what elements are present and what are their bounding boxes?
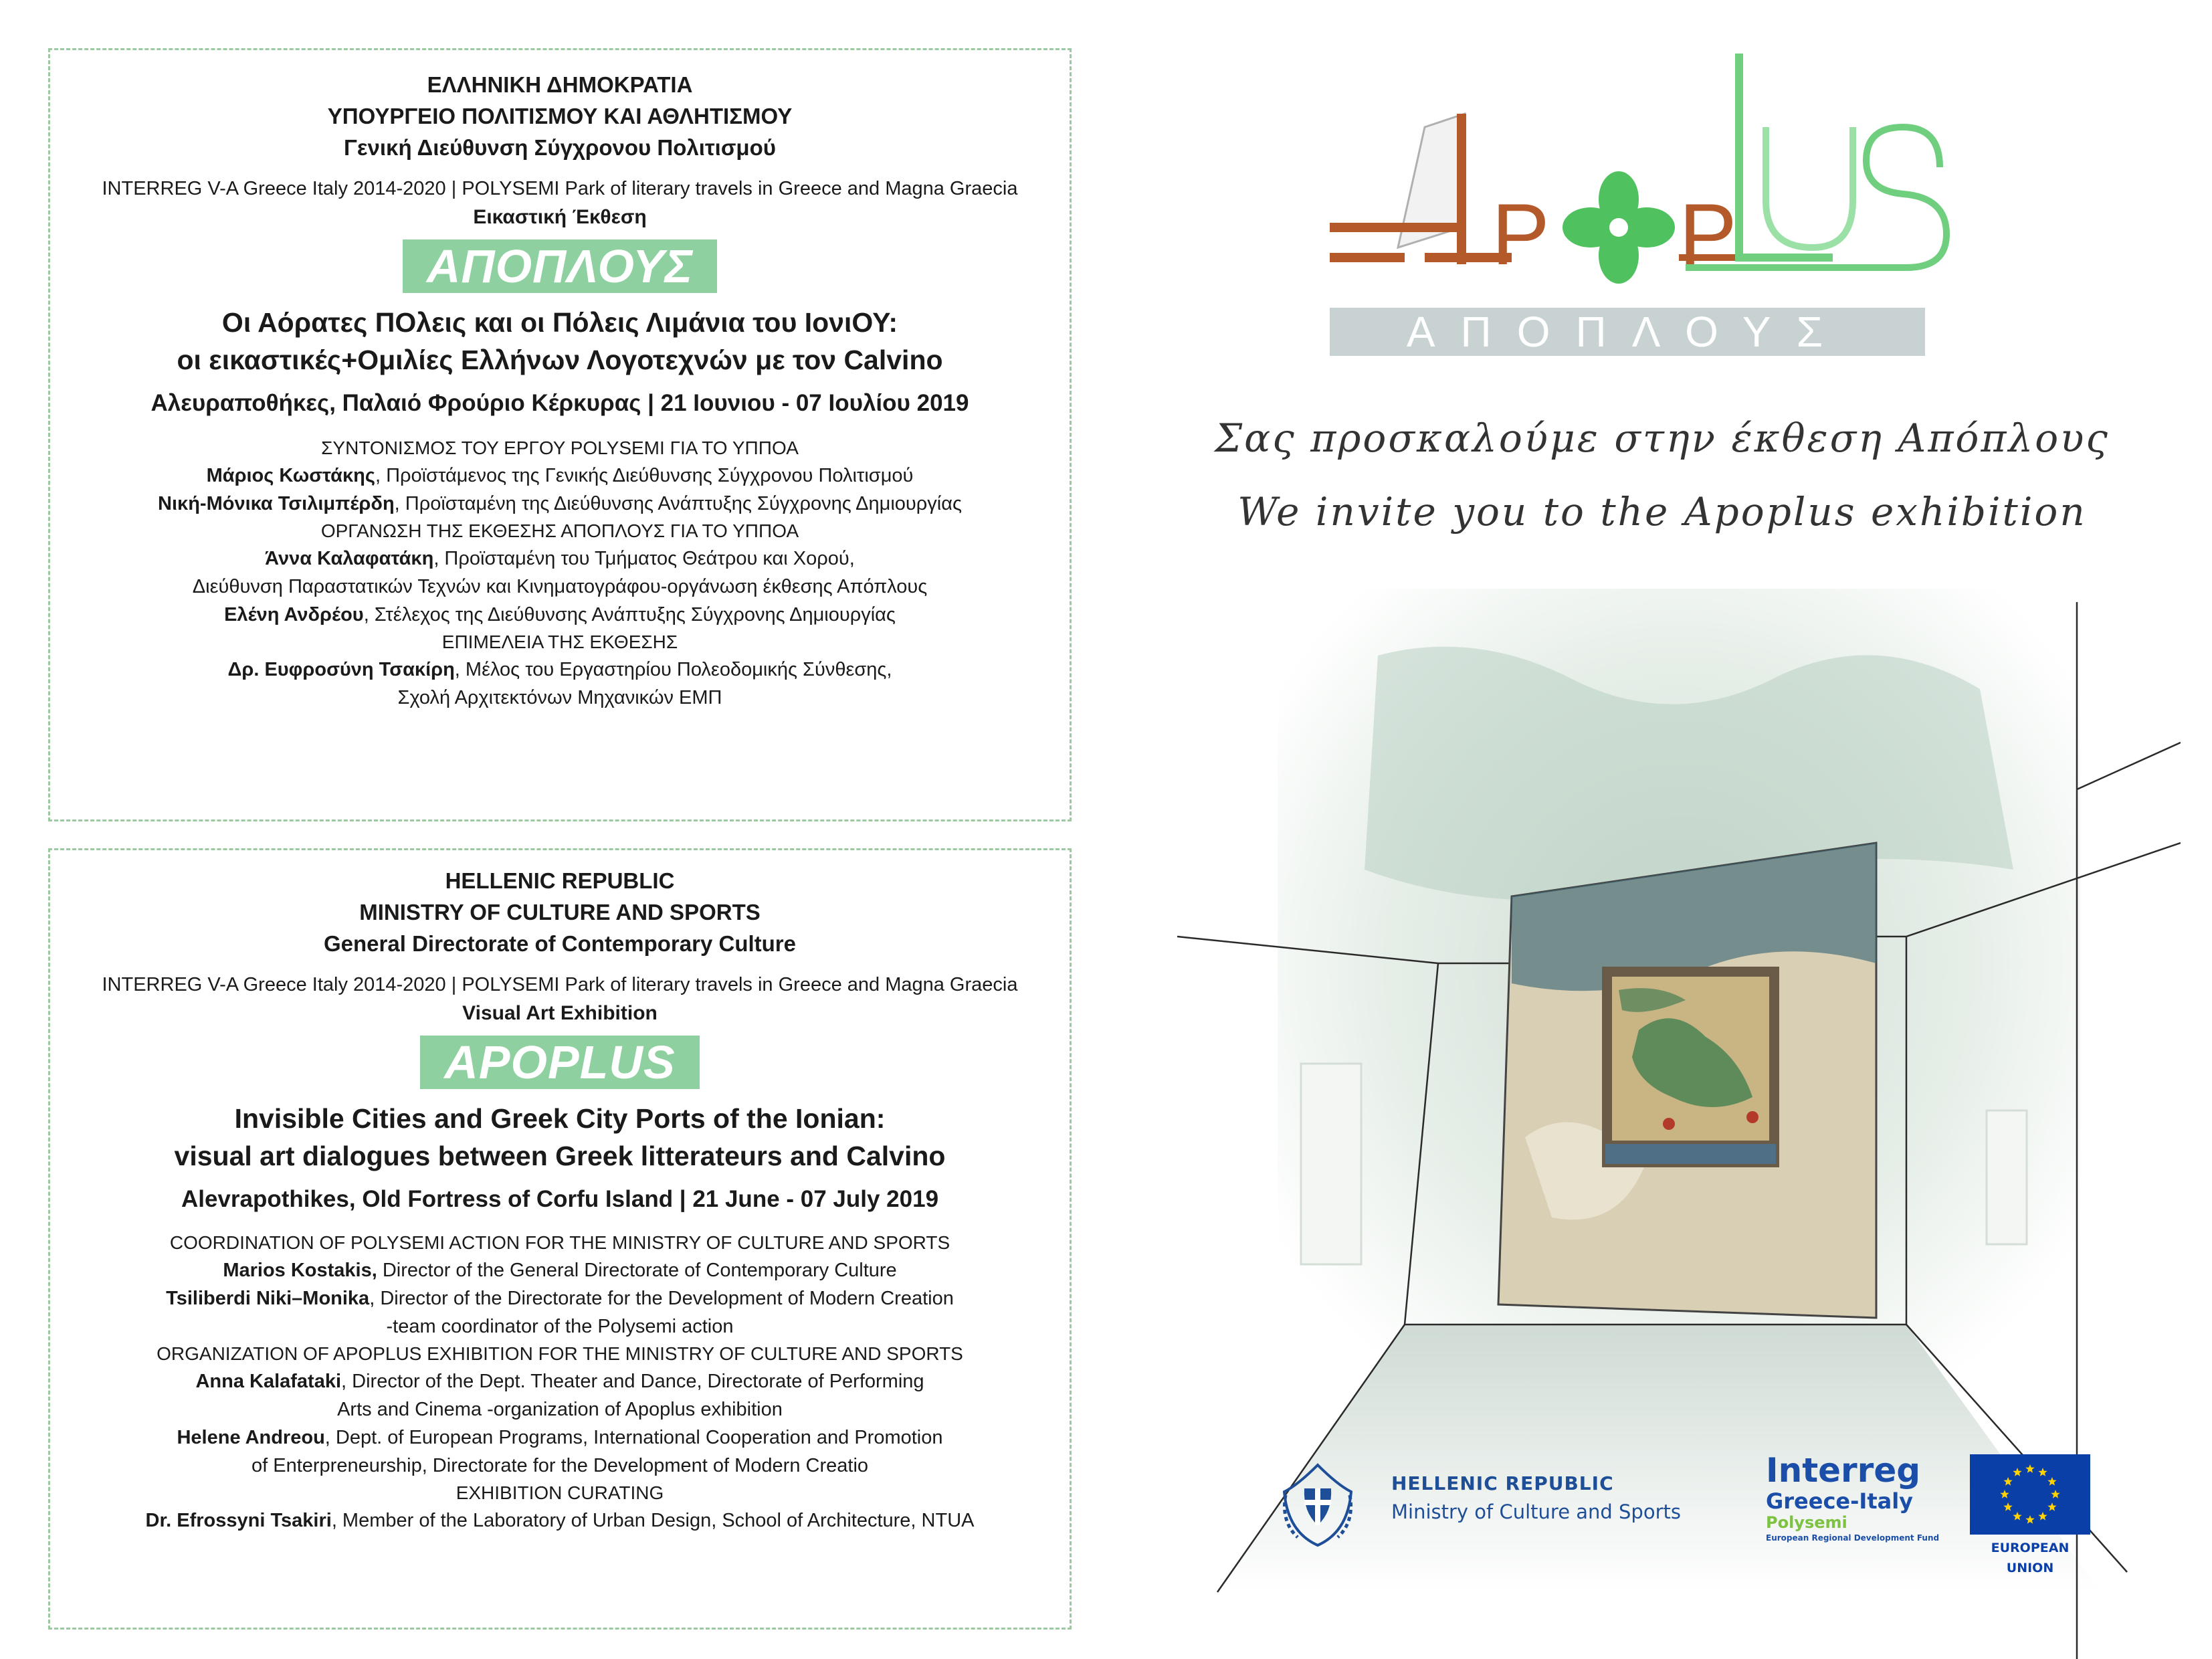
credit-name: Άννα Καλαφατάκη [265,548,434,569]
coat-of-arms-icon [1271,1458,1365,1552]
interreg-wordmark: Interreg [1766,1451,1921,1490]
logo-stroke [1766,127,1853,248]
interreg-project: Polysemi [1766,1513,1847,1532]
credit-line [50,1284,1070,1312]
section-heading-organization: ΟΡΓΑΝΩΣΗ ΤΗΣ ΕΚΘΕΣΗΣ ΑΠΟΠΛΟΥΣ ΓΙΑ ΤΟ ΥΠΠΟΑ [320,520,799,541]
exhibition-title-line1: Οι Αόρατες ΠΟλεις και οι Πόλεις Λιμάνια του ΙονιΟΥ: [221,307,898,338]
credit-role-continued: Arts and Cinema -organization of Apoplus exhibition [337,1399,783,1420]
ministry-logo [1391,1470,1681,1527]
apoplus-logo [1324,27,1980,375]
invitation-english: We invite you to the Apoplus exhibition [1237,489,2087,534]
invitation-greek: Σας προσκαλούμε στην έκθεση Απόπλους [1215,415,2110,461]
sponsor-footer [1258,1438,2147,1612]
credit-line [50,1424,1070,1452]
credit-name: Νική-Μόνικα Τσιλιμπέρδη [158,493,395,514]
eu-label: EUROPEAN UNION [1991,1541,2070,1575]
exhibition-title-line2: οι εικαστικές+Ομιλίες Ελλήνων Λογοτεχνών με τον Calvino [177,345,943,375]
section-heading-curating: EXHIBITION CURATING [456,1482,664,1503]
exhibition-title-bar: ΑΠΟΠΛΟΥΣ [403,239,717,293]
credit-line [50,490,1070,518]
credit-role: , Στέλεχος της Διεύθυνσης Ανάπτυξης Σύγχρονης Δημιουργίας [363,604,896,625]
map-figure [1746,1111,1758,1123]
directorate-heading: General Directorate of Contemporary Culture [324,931,796,956]
eu-flag-icon [1970,1454,2090,1535]
ministry-heading: MINISTRY OF CULTURE AND SPORTS [359,900,761,924]
propeller-icon [1563,171,1675,284]
program-line: INTERREG V-A Greece Italy 2014-2020 | POLYSEMI Park of literary travels in Greece and Magna Graecia [102,178,1018,199]
credit-role: , Προϊσταμένη του Τμήματος Θεάτρου και Χορού, [433,548,855,569]
ministry-subname: Ministry of Culture and Sports [1391,1500,1681,1523]
credit-line [50,656,1070,684]
exhibition-kind: Visual Art Exhibition [462,1002,658,1024]
credit-role: , Director of the Dept. Theater and Dance, Directorate of Performing [341,1371,924,1392]
credit-role: , Προϊστάμενος της Γενικής Διεύθυνσης Σύγχρονου Πολιτισμού [375,465,914,486]
wall-niche [1987,1110,2027,1244]
eu-logo [1970,1454,2090,1578]
logo-letter-p: P [1679,185,1737,283]
credit-role: , Director of the Directorate for the Development of Modern Creation [369,1288,954,1309]
ministry-name: HELLENIC REPUBLIC [1391,1472,1614,1494]
exhibition-title-line1: Invisible Cities and Greek City Ports of the Ionian: [234,1103,886,1134]
interreg-fund: European Regional Development Fund [1766,1533,1940,1543]
credit-name: Tsiliberdi Niki–Monika [166,1288,370,1309]
credit-name: Marios Kostakis, [223,1260,377,1281]
directorate-heading: Γενική Διεύθυνση Σύγχρονου Πολιτισμού [344,135,776,160]
map-figure [1663,1118,1675,1130]
credit-line [50,462,1070,490]
greek-info-panel [48,48,1072,821]
credit-line [50,1256,1070,1284]
credit-role: , Μέλος του Εργαστηρίου Πολεοδομικής Σύνθεσης, [454,659,892,680]
exhibition-kind: Εικαστική Έκθεση [473,206,647,228]
logo-letter-p: P [1492,185,1550,283]
invitation-text [1177,401,2147,549]
credit-line [50,545,1070,573]
credit-role: Director of the General Directorate of Contemporary Culture [377,1260,897,1281]
logo-subtitle: ΑΠΟΠΛΟΥΣ [1406,308,1849,356]
credit-name: Anna Kalafataki [195,1371,342,1392]
credit-role-continued: Σχολή Αρχιτεκτόνων Μηχανικών ΕΜΠ [397,687,722,708]
credit-line [50,1367,1070,1395]
venue-dates: Alevrapothikes, Old Fortress of Corfu Island | 21 June - 07 July 2019 [181,1186,939,1212]
credit-role: , Member of the Laboratory of Urban Design, School of Architecture, NTUA [331,1510,975,1531]
credit-name: Μάριος Κωστάκης [206,465,375,486]
credit-line [50,1506,1070,1535]
section-heading-curating: ΕΠΙΜΕΛΕΙΑ ΤΗΣ ΕΚΘΕΣΗΣ [441,631,678,652]
credit-role-continued: -team coordinator of the Polysemi action [386,1316,734,1337]
english-info-panel [48,848,1072,1630]
exhibition-title-line2: visual art dialogues between Greek litterateurs and Calvino [174,1141,946,1171]
credit-role: , Προϊσταμένη της Διεύθυνσης Ανάπτυξης Σύγχρονης Δημιουργίας [394,493,962,514]
section-heading-coordination: ΣΥΝΤΟΝΙΣΜΟΣ ΤΟΥ ΕΡΓΟΥ POLYSEMI ΓΙΑ ΤΟ ΥΠΠΟΑ [321,437,799,458]
credit-role: , Dept. of European Programs, International Cooperation and Promotion [324,1427,943,1448]
republic-heading: ΕΛΛΗΝΙΚΗ ΔΗΜΟΚΡΑΤΙΑ [427,72,693,97]
section-heading-coordination: COORDINATION OF POLYSEMI ACTION FOR THE MINISTRY OF CULTURE AND SPORTS [169,1232,950,1253]
wall-niche [1301,1064,1361,1264]
credit-name: Dr. Efrossyni Tsakiri [145,1510,332,1531]
credit-line [50,601,1070,629]
credit-name: Δρ. Ευφροσύνη Τσακίρη [227,659,455,680]
section-heading-organization: ORGANIZATION OF APOPLUS EXHIBITION FOR THE MINISTRY OF CULTURE AND SPORTS [157,1343,963,1364]
logo-stroke [1739,54,1833,258]
credit-role-continued: of Enterpreneurship, Directorate for the Development of Modern Creatio [251,1455,869,1476]
credit-name: Helene Andreou [177,1427,325,1448]
republic-heading: HELLENIC REPUBLIC [445,868,675,893]
credit-role-continued: Διεύθυνση Παραστατικών Τεχνών και Κινηματογράφου-οργάνωση έκθεσης Απόπλους [192,576,928,597]
interreg-region: Greece-Italy [1766,1488,1914,1514]
window-sill [1605,1144,1776,1164]
ministry-heading: ΥΠΟΥΡΓΕΙΟ ΠΟΛΙΤΙΣΜΟΥ ΚΑΙ ΑΘΛΗΤΙΣΜΟΥ [327,104,793,128]
credit-name: Ελένη Ανδρέου [224,604,364,625]
exhibition-title-bar: APOPLUS [420,1036,699,1089]
interreg-logo [1766,1452,1953,1544]
venue-dates: Αλευραποθήκες, Παλαιό Φρούριο Κέρκυρας | 21 Ιουνιου - 07 Ιουλίου 2019 [150,390,969,416]
program-line: INTERREG V-A Greece Italy 2014-2020 | POLYSEMI Park of literary travels in Greece and Magna Graecia [102,974,1018,995]
